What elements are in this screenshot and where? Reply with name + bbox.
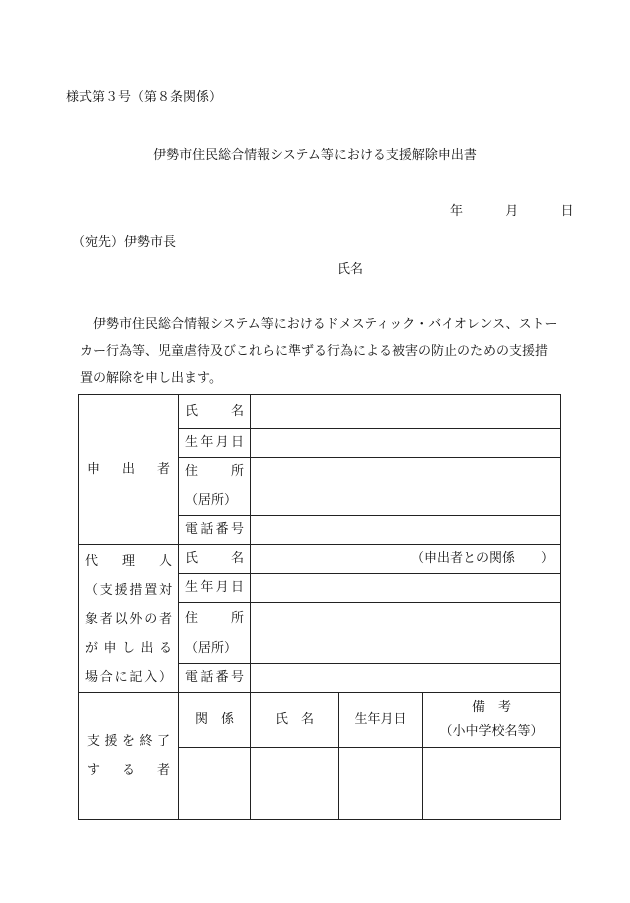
applicant-residence-label: （居所） xyxy=(179,487,251,516)
agent-group-label: 代 理 人 （支援措置対 象者以外の者 が 申 し 出 る 場合に記入） xyxy=(79,545,179,693)
applicant-name-field-label: 氏 名 xyxy=(179,395,251,429)
terminate-name-header: 氏 名 xyxy=(251,693,339,748)
terminate-birthdate-header: 生年月日 xyxy=(339,693,423,748)
document-title: 伊勢市住民総合情報システム等における支援解除申出書 xyxy=(153,148,477,163)
form-number: 様式第３号（第８条関係） xyxy=(66,90,223,105)
application-table xyxy=(78,394,561,820)
date-month-label: 月 xyxy=(505,204,519,219)
terminate-name-input[interactable] xyxy=(251,748,339,820)
date-line xyxy=(450,200,574,219)
agent-phone-label: 電話番号 xyxy=(179,664,251,693)
applicant-address-label: 住 所 xyxy=(179,458,251,487)
terminate-group-label: 支 援 を 終 了 す る 者 xyxy=(79,693,179,820)
terminate-relation-header: 関 係 xyxy=(179,693,251,748)
agent-name-label: 氏 名 xyxy=(179,545,251,574)
applicant-birthdate-input[interactable] xyxy=(251,429,561,458)
applicant-name-input[interactable] xyxy=(251,395,561,429)
agent-phone-input[interactable] xyxy=(251,664,561,693)
body-text: 伊勢市住民総合情報システム等におけるドメスティック・バイオレンス、ストーカー行為等、児童虐待及びこれらに準ずる行為による被害の防止のための支援措置の解除を申し出ます。 xyxy=(80,317,558,386)
date-year-label: 年 xyxy=(450,204,464,219)
agent-birthdate-input[interactable] xyxy=(251,574,561,603)
applicant-phone-label: 電話番号 xyxy=(179,516,251,545)
agent-relation-note: （申出者との関係 ） xyxy=(411,551,555,566)
applicant-address-input[interactable] xyxy=(251,458,561,516)
date-day-label: 日 xyxy=(560,204,574,219)
terminate-remarks-input[interactable] xyxy=(423,748,561,820)
applicant-group-label: 申 出 者 xyxy=(79,395,179,545)
terminate-birthdate-input[interactable] xyxy=(339,748,423,820)
terminate-relation-input[interactable] xyxy=(179,748,251,820)
agent-address-label: 住 所 xyxy=(179,603,251,635)
agent-name-input[interactable] xyxy=(251,545,561,574)
agent-address-input[interactable] xyxy=(251,603,561,664)
terminate-remarks-header: 備 考 （小中学校名等） xyxy=(423,693,561,748)
applicant-phone-input[interactable] xyxy=(251,516,561,545)
agent-birthdate-label: 生年月日 xyxy=(179,574,251,603)
agent-residence-label: （居所） xyxy=(179,635,251,664)
applicant-name-label: 氏名 xyxy=(337,262,364,277)
applicant-birthdate-label: 生年月日 xyxy=(179,429,251,458)
addressee: （宛先）伊勢市長 xyxy=(72,235,177,250)
